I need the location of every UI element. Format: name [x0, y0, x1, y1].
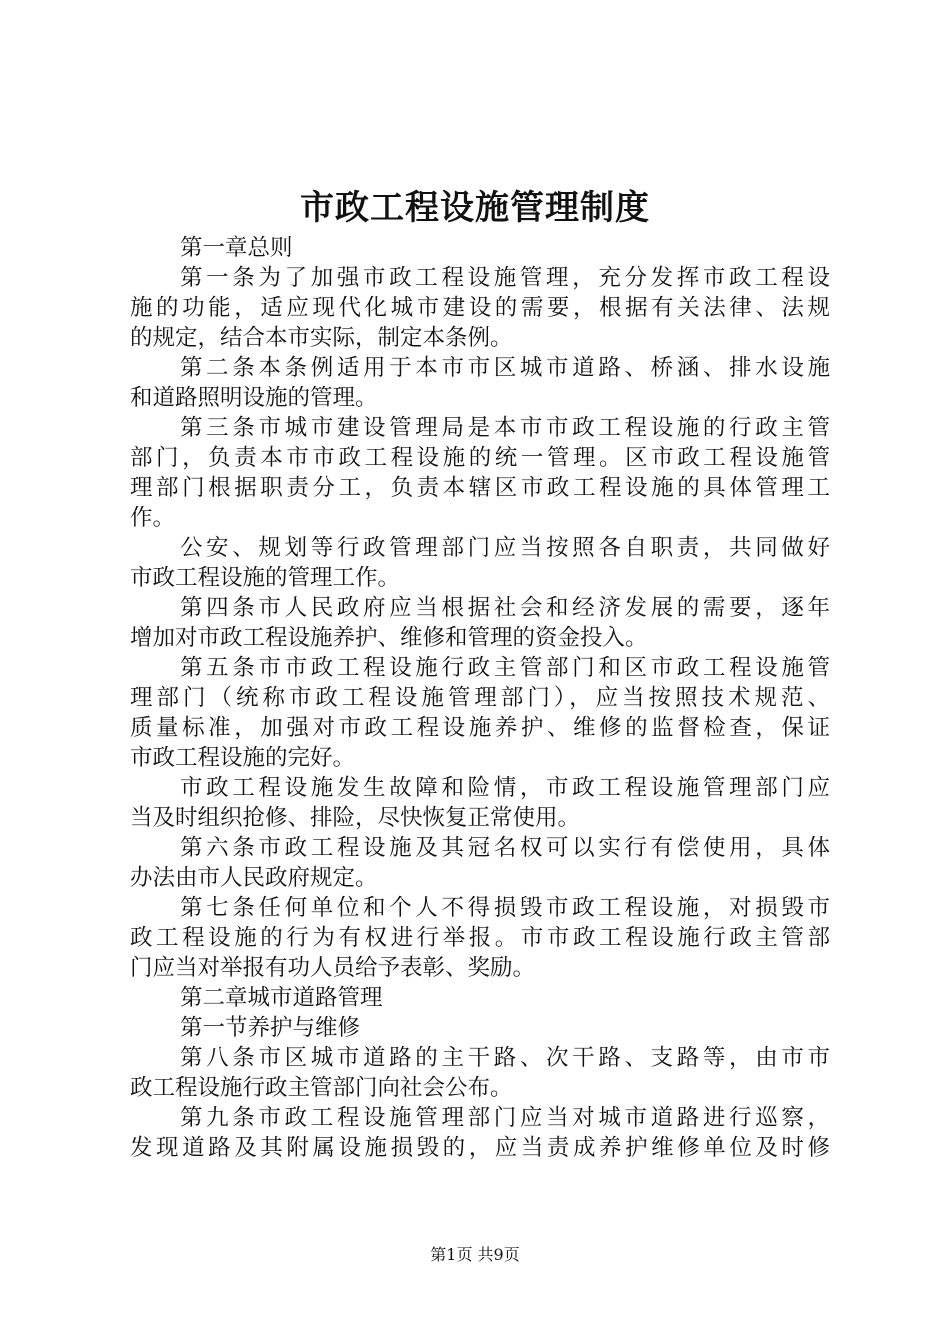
page-footer: 第1页 共9页	[430, 1245, 520, 1264]
body-text-line: 政工程设施行政主管部门向社会公布。	[130, 1075, 513, 1101]
body-text-line: 第一章总则	[180, 235, 293, 261]
body-text-line: 门应当对举报有功人员给予表彰、奖励。	[130, 955, 536, 981]
body-text-line: 当及时组织抢修、排险，尽快恢复正常使用。	[130, 805, 581, 831]
body-text-line: 市政工程设施的完好。	[130, 745, 356, 771]
body-text-line: 市政工程设施发生故障和险情，市政工程设施管理部门应	[180, 775, 830, 801]
body-text-line: 理部门根据职责分工，负责本辖区市政工程设施的具体管理工	[130, 475, 830, 501]
body-text-line: 第二章城市道路管理	[180, 985, 383, 1011]
body-text-line: 第八条市区城市道路的主干路、次干路、支路等，由市市	[180, 1045, 830, 1071]
body-text-line: 部门，负责本市市政工程设施的统一管理。区市政工程设施管	[130, 445, 830, 471]
body-text-line: 第九条市政工程设施管理部门应当对城市道路进行巡察，	[180, 1105, 830, 1131]
body-text-line: 作。	[130, 505, 176, 531]
body-text-line: 第七条任何单位和个人不得损毁市政工程设施，对损毁市	[180, 895, 830, 921]
body-text-line: 理部门（统称市政工程设施管理部门），应当按照技术规范、	[130, 685, 830, 711]
body-text-line: 政工程设施的行为有权进行举报。市市政工程设施行政主管部	[130, 925, 830, 951]
body-text-line: 公安、规划等行政管理部门应当按照各自职责，共同做好	[180, 535, 830, 561]
body-text-line: 质量标准，加强对市政工程设施养护、维修的监督检查，保证	[130, 715, 830, 741]
body-text-line: 市政工程设施的管理工作。	[130, 565, 401, 591]
body-text-line: 第一条为了加强市政工程设施管理，充分发挥市政工程设	[180, 265, 830, 291]
body-text-line: 第一节养护与维修	[180, 1015, 361, 1041]
body-text-line: 第五条市市政工程设施行政主管部门和区市政工程设施管	[180, 655, 830, 681]
body-text-line: 施的功能，适应现代化城市建设的需要，根据有关法律、法规	[130, 295, 830, 321]
body-text-line: 发现道路及其附属设施损毁的，应当责成养护维修单位及时修	[130, 1135, 830, 1161]
body-text-line: 第三条市城市建设管理局是本市市政工程设施的行政主管	[180, 415, 830, 441]
body-text-line: 增加对市政工程设施养护、维修和管理的资金投入。	[130, 625, 648, 651]
body-text-line: 和道路照明设施的管理。	[130, 385, 378, 411]
body-text-line: 第四条市人民政府应当根据社会和经济发展的需要，逐年	[180, 595, 830, 621]
body-text-line: 的规定，结合本市实际，制定本条例。	[130, 325, 513, 351]
body-text-line: 第六条市政工程设施及其冠名权可以实行有偿使用，具体	[180, 835, 830, 861]
body-text-line: 办法由市人民政府规定。	[130, 865, 378, 891]
document-title: 市政工程设施管理制度	[300, 188, 650, 228]
body-text-line: 第二条本条例适用于本市市区城市道路、桥涵、排水设施	[180, 355, 830, 381]
document-body	[130, 233, 830, 1163]
